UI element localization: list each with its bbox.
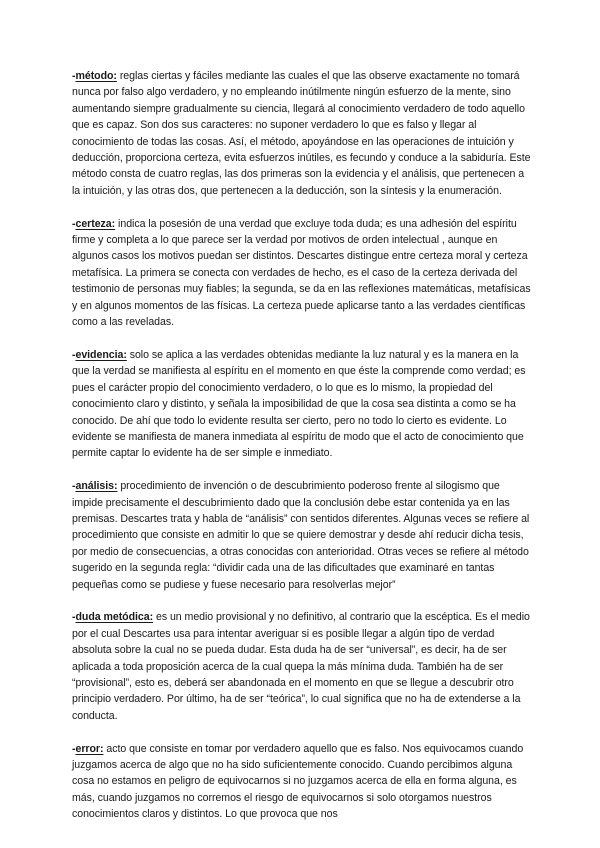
entry-error <box>72 741 532 823</box>
glossary-body <box>72 68 532 839</box>
entry-evidencia <box>72 347 532 462</box>
entry-text: acto que consiste en tomar por verdadero aquello que es falso. Nos equivocamos cuando juzgamos acerca de algo que no ha sido suficientemente conocido. Cuando percibimos alguna cosa no estamos en peligro de equivocarnos si no juzgamos acerca de ella en forma alguna, es más, cuando juzgamos no corremos el riesgo de equivocarnos si solo otorgamos nuestros conocimientos claros y distintos. Lo que provoca que nos <box>72 742 524 821</box>
term-heading: -duda metódica: <box>72 611 154 624</box>
entry-metodo <box>72 68 532 199</box>
term-heading: -método: <box>72 70 117 82</box>
term-label: evidencia: <box>75 348 127 361</box>
term-label: certeza: <box>75 217 116 230</box>
entry-duda-metodica <box>72 609 532 724</box>
entry-text: procedimiento de invención o de descubrimiento poderoso frente al silogismo que impide precisamente el descubrimiento dado que la conclusión debe estar contenida ya en las premisas. Descartes trata y habla de “análisis” con sentidos diferentes. Algunas veces se refiere al procedimiento que consiste en admitir lo que se quiere demostrar y desde ahí reducir dicha tesis, por medio de consecuencias, a otras conocidas con anterioridad. Otras veces se refiere al método sugerido en la segunda regla: “dividir cada una de las dificultades que examinaré en tantas pequeñas como se pudiese y fuese necesario para resolverlas mejor” <box>72 480 530 591</box>
term-label: duda metódica: <box>75 611 154 624</box>
term-heading: -error: <box>72 742 104 755</box>
entry-certeza <box>72 216 532 331</box>
term-heading: -análisis: <box>72 480 118 493</box>
term-label: análisis: <box>75 480 118 493</box>
term-heading: -evidencia: <box>72 348 127 361</box>
entry-analisis <box>72 478 532 593</box>
entry-text: es un medio provisional y no definitivo, al contrario que la escéptica. Es el medio por el cual Descartes usa para intentar averiguar si es posible llegar a algún tipo de verdad absoluta sobre la cual no se pueda dudar. Esta duda ha de ser “universal”, es decir, ha de ser aplicada a toda proposición acerca de la cual quepa la más mínima duda. También ha de ser “provisional”, esto es, deberá ser abandonada en el momento en que se llegue a descubrir otro principio verdadero. Por último, ha de ser “teórica”, lo cual significa que no ha de extenderse a la conducta. <box>72 611 530 722</box>
entry-text: indica la posesión de una verdad que excluye toda duda; es una adhesión del espíritu firme y completa a lo que parece ser la verdad por motivos de orden intelectual , aunque en algunos casos los motivos puedan ser distintos. Descartes distingue entre certeza moral y certeza metafísica. La primera se conecta con verdades de hecho, es el caso de la certeza derivada del testimonio de personas muy fiables; la segunda, se da en las reflexiones matemáticas, metafísicas y en algunos momentos de las físicas. La certeza puede aplicarse tanto a las verdades científicas como a las reveladas. <box>72 217 531 329</box>
term-label: método: <box>75 70 117 82</box>
entry-text: reglas ciertas y fáciles mediante las cuales el que las observe exactamente no tomará nunca por falso algo verdadero, y no empleando inútilmente ningún esfuerzo de la mente, sino aumentando siempre gradualmente su ciencia, llegará al conocimiento verdadero de todo aquello que es capaz. Son dos sus caracteres: no suponer verdadero lo que es falso y llegar al conocimiento de todas las cosas. Así, el método, apoyándose en las operaciones de intuición y deducción, proporciona certeza, evita esfuerzos inútiles, es fecundo y conduce a la sabiduría. Este método consta de cuatro reglas, las dos primeras son la evidencia y el análisis, que pertenecen a la intuición, y las otras dos, que pertenecen a la deducción, son la síntesis y la enumeración. <box>72 70 531 197</box>
entry-text: solo se aplica a las verdades obtenidas mediante la luz natural y es la manera en la que la verdad se manifiesta al espíritu en el momento en que éste la comprende como verdad; es pues el carácter propio del conocimiento verdadero, o lo que es lo mismo, la propiedad del conocimiento claro y distinto, y señala la imposibilidad de que la cosa sea distinta a como se ha conocido. De ahí que todo lo evidente resulta ser cierto, pero no todo lo cierto es evidente. Lo evidente se manifiesta de manera inmediata al espíritu de modo que el acto de conocimiento que permite captar lo evidente ha de ser simple e inmediato. <box>72 348 526 460</box>
term-label: error: <box>75 742 104 755</box>
term-heading: -certeza: <box>72 217 116 230</box>
